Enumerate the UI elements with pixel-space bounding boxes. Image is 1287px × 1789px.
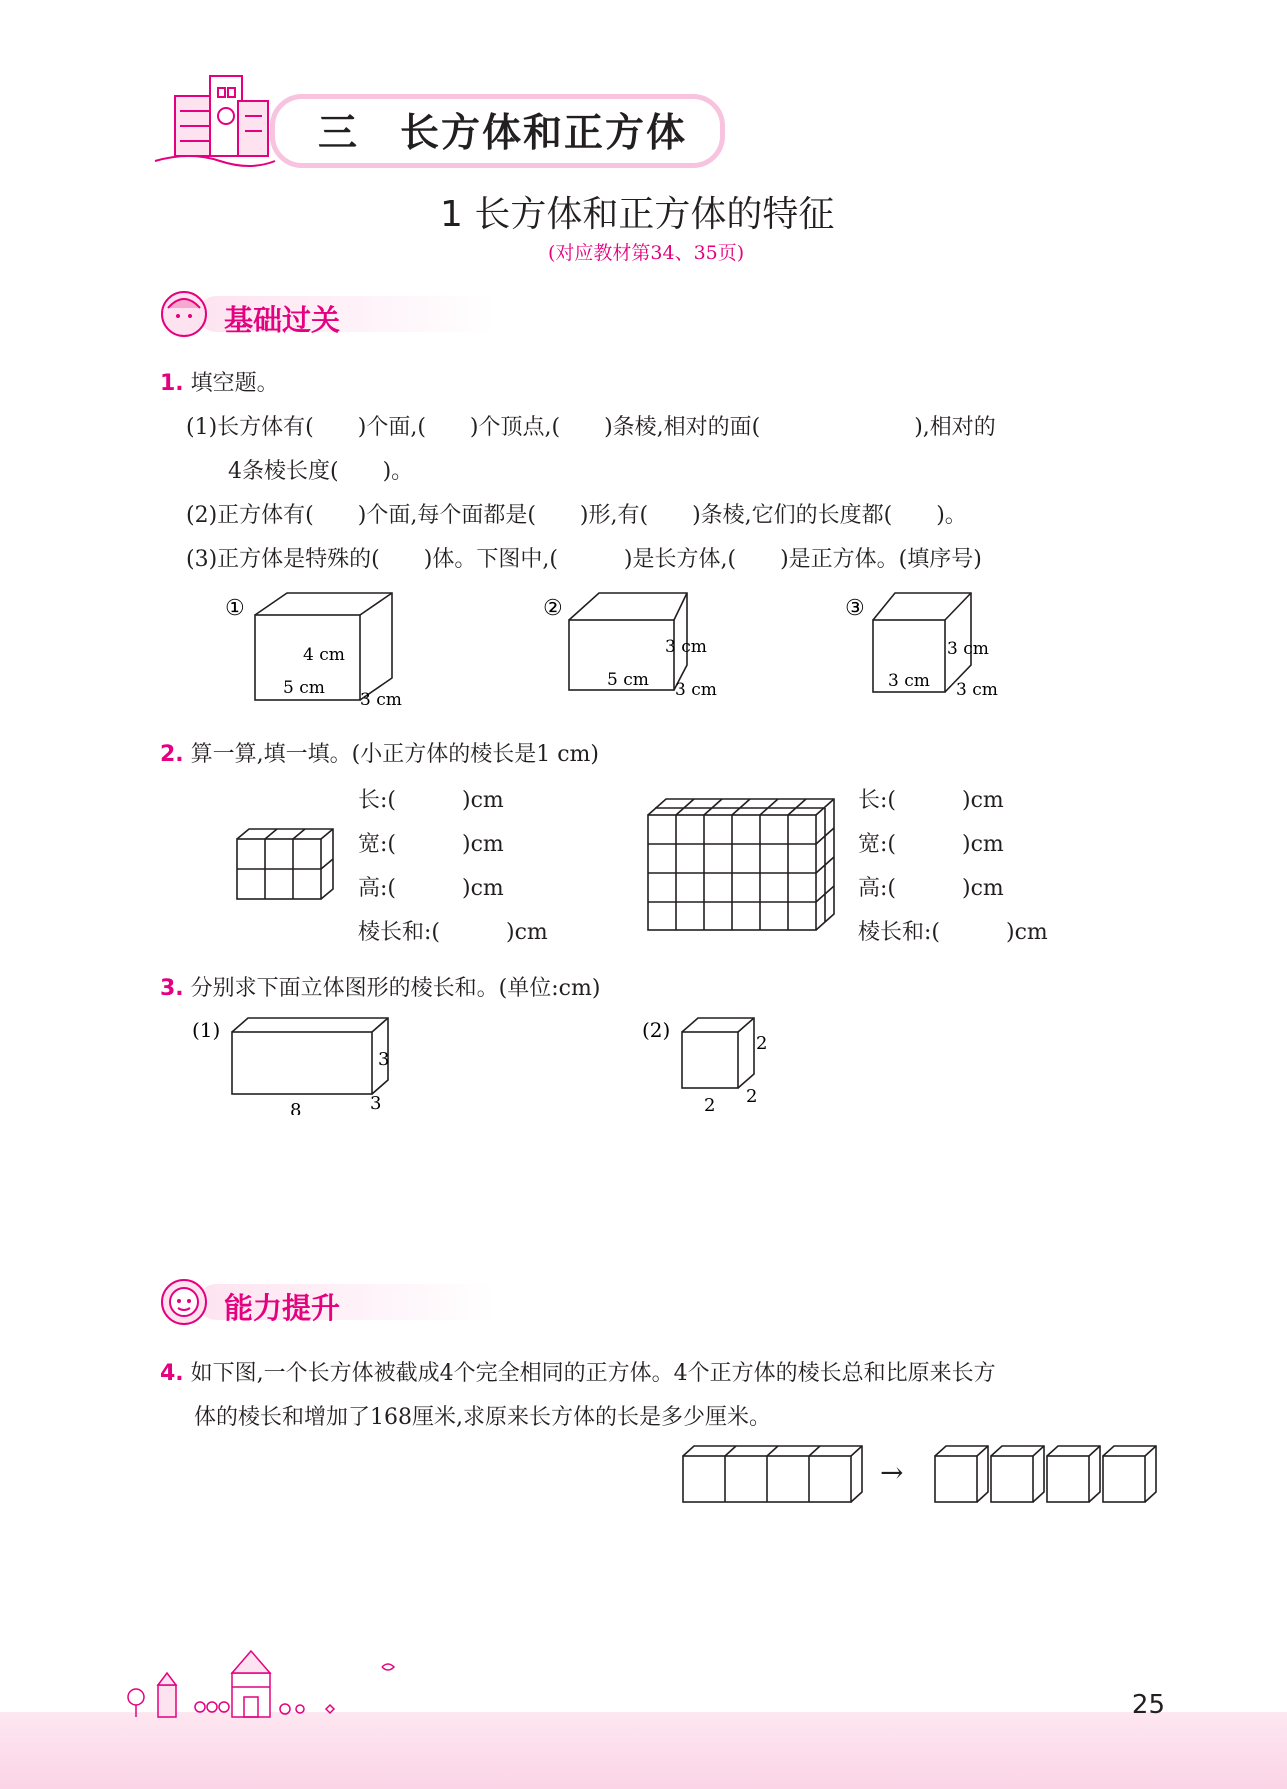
q1-fig1-marker: ① (225, 596, 245, 621)
q1-fig3-depth: 3 cm (956, 680, 998, 700)
q2-right-length: 长:( )cm (858, 788, 1004, 813)
footer-band (0, 1712, 1287, 1789)
q1-fig1-height: 4 cm (303, 645, 345, 665)
q3-fig2-marker: (2) (642, 1018, 671, 1042)
q3-fig2-depth: 2 (746, 1086, 758, 1107)
q2-left-edge-sum: 棱长和:( )cm (358, 920, 548, 945)
q1-figure-2 (535, 585, 735, 710)
q1-title (160, 366, 279, 397)
q4-line1 (160, 1356, 996, 1387)
q2-large-block (645, 795, 845, 935)
q4-cuboid (680, 1442, 870, 1507)
q3-number: 3. (160, 976, 184, 1001)
lesson-reference: (对应教材第34、35页) (548, 242, 745, 264)
q1-title-text: 填空题。 (190, 371, 279, 396)
chapter-banner (150, 66, 740, 176)
q1-fig3-height: 3 cm (947, 639, 989, 659)
q2-small-block (235, 825, 340, 905)
town-illustration-icon (120, 1645, 400, 1720)
q1-fig1-width: 5 cm (283, 678, 325, 698)
q1-line2: (2)正方体有( )个面,每个面都是( )形,有( )条棱,它们的长度都( )。 (186, 503, 967, 528)
q1-figure-3 (843, 585, 1023, 710)
q3-fig1-length: 8 (290, 1100, 302, 1115)
q3-fig2-length: 2 (704, 1095, 716, 1115)
q1-fig2-depth: 3 cm (675, 680, 717, 700)
q2-right-edge-sum: 棱长和:( )cm (858, 920, 1048, 945)
q4-line2: 体的棱长和增加了168厘米,求原来长方体的长是多少厘米。 (194, 1405, 771, 1430)
q2-right-width: 宽:( )cm (858, 832, 1004, 857)
student-avatar-icon (158, 286, 214, 342)
q1-number: 1. (160, 371, 184, 396)
q1-fig2-height: 3 cm (665, 637, 707, 657)
q2-title (160, 737, 599, 768)
q1-fig2-marker: ② (543, 596, 563, 621)
q4-cubes (932, 1442, 1162, 1507)
q3-figure-2 (640, 1010, 780, 1115)
section-basic (158, 286, 538, 342)
section-advanced-label: 能力提升 (224, 1291, 341, 1325)
q1-line3: (3)正方体是特殊的( )体。下图中,( )是长方体,( )是正方体。(填序号) (186, 547, 982, 572)
q1-fig2-width: 5 cm (607, 670, 649, 690)
student-avatar-icon (158, 1274, 214, 1330)
q1-figure-1 (215, 585, 415, 710)
q3-title-text: 分别求下面立体图形的棱长和。(单位:cm) (190, 976, 601, 1001)
section-advanced (158, 1274, 538, 1330)
q1-fig1-depth: 3 cm (360, 690, 402, 710)
page-number: 25 (1131, 1690, 1165, 1720)
q1-line1: (1)长方体有( )个面,( )个顶点,( )条棱,相对的面( ),相对的 (186, 415, 996, 440)
q3-title (160, 971, 600, 1002)
q4-number: 4. (160, 1361, 184, 1386)
q2-left-width: 宽:( )cm (358, 832, 504, 857)
q2-right-height: 高:( )cm (858, 876, 1004, 901)
q1-fig3-marker: ③ (845, 596, 865, 621)
chapter-title: 三 长方体和正方体 (318, 111, 688, 156)
q3-fig2-height: 2 (756, 1033, 768, 1054)
q2-left-length: 长:( )cm (358, 788, 504, 813)
q2-title-text: 算一算,填一填。(小正方体的棱长是1 cm) (190, 742, 600, 767)
section-basic-label: 基础过关 (224, 303, 341, 337)
q3-fig1-marker: (1) (192, 1018, 221, 1042)
q3-fig1-height: 3 (378, 1049, 390, 1070)
q2-left-height: 高:( )cm (358, 876, 504, 901)
building-illustration-icon (150, 66, 280, 176)
q1-fig3-width: 3 cm (888, 671, 930, 691)
arrow-right-icon: → (880, 1456, 904, 1489)
q4-line1-text: 如下图,一个长方体被截成4个完全相同的正方体。4个正方体的棱长总和比原来长方 (190, 1361, 996, 1386)
q1-line1b: 4条棱长度( )。 (228, 459, 414, 484)
q3-figure-1 (190, 1010, 410, 1115)
q2-number: 2. (160, 742, 184, 767)
q3-fig1-depth: 3 (370, 1093, 382, 1114)
lesson-title: 1 长方体和正方体的特征 (440, 194, 835, 235)
